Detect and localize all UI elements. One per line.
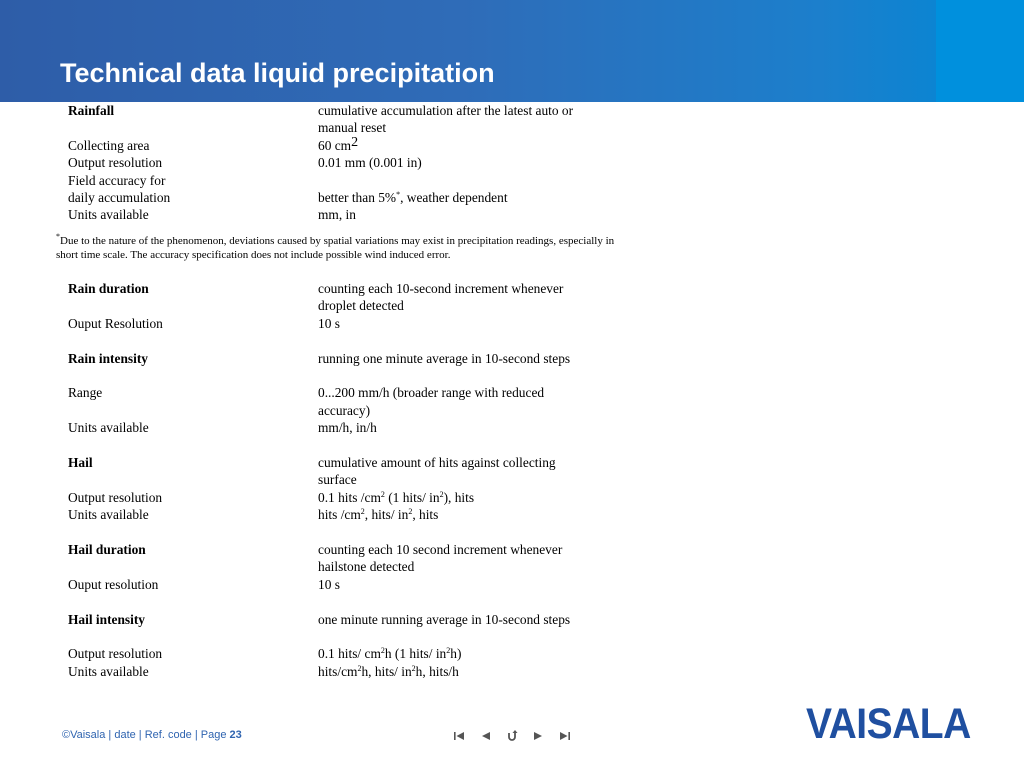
- hail-units-label: Units available: [68, 507, 149, 523]
- hail-units-a: hits /cm: [318, 507, 361, 523]
- rainfall-units-value: mm, in: [318, 207, 356, 223]
- rain-duration-desc-line1: counting each 10-second increment whenever: [318, 281, 564, 297]
- hail-heading: Hail: [68, 455, 93, 471]
- rain-intensity-units-row: [68, 419, 628, 436]
- rainfall-units-label: Units available: [68, 207, 149, 223]
- hail-duration-description: [318, 541, 618, 576]
- hail-duration-resolution-row: [68, 576, 628, 593]
- rain-intensity-heading: Rain intensity: [68, 350, 148, 366]
- hail-int-units-c: h, hits/h: [415, 663, 459, 679]
- collecting-area-row: [68, 134, 628, 154]
- spacer: [68, 367, 628, 384]
- spacer: [68, 593, 628, 610]
- hail-res-exp2: 2: [439, 489, 444, 499]
- hail-duration-heading: Hail duration: [68, 542, 146, 558]
- hail-int-res-b: h (1 hits/ in: [384, 646, 447, 662]
- rain-duration-desc-line2: droplet detected: [318, 298, 404, 314]
- field-accuracy-value-b: , weather dependent: [400, 190, 508, 206]
- hail-units-b: , hits/ in: [364, 507, 409, 523]
- hail-intensity-units-row: [68, 663, 628, 680]
- footer-text: ©Vaisala | date | Ref. code | Page: [62, 729, 230, 741]
- spacer: [68, 332, 628, 349]
- field-accuracy-value: [318, 172, 618, 207]
- return-icon[interactable]: [501, 727, 523, 745]
- hail-resolution-label: Output resolution: [68, 489, 163, 505]
- hail-intensity-row: [68, 611, 628, 628]
- hail-units-c: , hits: [412, 507, 439, 523]
- vaisala-logo: [800, 700, 971, 749]
- rain-duration-description: [318, 280, 618, 315]
- spacer: [68, 437, 628, 454]
- footnote: [56, 231, 616, 263]
- rain-intensity-units-label: Units available: [68, 420, 149, 436]
- rainfall-desc-line1: cumulative accumulation after the latest auto or: [318, 103, 574, 118]
- hail-units-exp1: 2: [360, 507, 365, 517]
- spacer: [68, 524, 628, 541]
- hail-int-res-exp1: 2: [380, 646, 385, 656]
- hail-int-res-exp2: 2: [446, 646, 451, 656]
- footnote-marker: *: [396, 190, 401, 200]
- rainfall-heading: Rainfall: [68, 103, 115, 118]
- hail-int-units-b: h, hits/ in: [361, 663, 412, 679]
- range-value: [318, 384, 618, 419]
- collecting-area-value: [318, 134, 618, 154]
- hail-units-value: [318, 506, 618, 523]
- rain-intensity-units-value: mm/h, in/h: [318, 420, 377, 436]
- header-stripe: [936, 0, 1024, 102]
- collecting-area-label: Collecting area: [68, 137, 150, 153]
- rainfall-row: [68, 102, 628, 137]
- hail-res-c: ), hits: [443, 489, 475, 505]
- rain-duration-heading: Rain duration: [68, 281, 149, 297]
- hail-desc-line1: cumulative amount of hits against collecting: [318, 455, 556, 471]
- footer: [62, 729, 242, 741]
- range-row: [68, 384, 628, 419]
- output-resolution-label: Output resolution: [68, 155, 163, 171]
- hail-duration-desc-line2: hailstone detected: [318, 559, 415, 575]
- range-label: Range: [68, 385, 103, 401]
- hail-res-a: 0.1 hits /cm: [318, 489, 381, 505]
- rainfall-desc-line2: manual reset: [318, 120, 387, 136]
- output-resolution-row: [68, 154, 628, 171]
- hail-intensity-description: one minute running average in 10-second steps: [318, 611, 571, 627]
- output-resolution-value: 0.01 mm (0.001 in): [318, 155, 422, 171]
- collecting-area-number: 60 cm: [318, 137, 352, 153]
- last-page-icon[interactable]: [554, 727, 576, 745]
- collecting-area-exponent: 2: [351, 134, 359, 150]
- rain-duration-resolution-row: [68, 315, 628, 332]
- hail-intensity-resolution-value: [318, 645, 618, 662]
- rainfall-units-row: [68, 206, 628, 223]
- hail-int-units-a: hits/cm: [318, 663, 358, 679]
- rain-duration-row: [68, 280, 628, 315]
- hail-intensity-resolution-row: [68, 645, 628, 662]
- hail-row: [68, 454, 628, 489]
- page-number: 23: [229, 729, 242, 741]
- footnote-mark: *: [56, 231, 60, 241]
- rain-intensity-description: running one minute average in 10-second steps: [318, 350, 571, 366]
- hail-res-exp1: 2: [380, 489, 385, 499]
- hail-duration-row: [68, 541, 628, 576]
- page-title: Technical data liquid precipitation: [60, 58, 495, 88]
- hail-intensity-units-value: [318, 663, 618, 680]
- hail-duration-resolution-value: 10 s: [318, 576, 340, 592]
- hail-int-res-c: h): [450, 646, 462, 662]
- rain-duration-resolution-label: Ouput Resolution: [68, 315, 163, 331]
- previous-page-icon[interactable]: [475, 727, 497, 745]
- field-accuracy-label-line2: daily accumulation: [68, 190, 171, 206]
- hail-resolution-row: [68, 489, 628, 506]
- hail-intensity-resolution-label: Output resolution: [68, 646, 163, 662]
- hail-duration-resolution-label: Ouput resolution: [68, 576, 159, 592]
- field-accuracy-label: [68, 172, 318, 207]
- rain-intensity-row: [68, 350, 628, 367]
- footnote-text: Due to the nature of the phenomenon, deviations caused by spatial variations may exist in precipitation readings, especially in short time scale. The accuracy specification does not include possible wind induced error.: [56, 234, 615, 262]
- rainfall-description: [318, 102, 618, 137]
- hail-duration-desc-line1: counting each 10 second increment whenever: [318, 542, 563, 558]
- hail-int-res-a: 0.1 hits/ cm: [318, 646, 381, 662]
- spacer: [68, 628, 628, 645]
- hail-int-units-exp1: 2: [357, 663, 362, 673]
- next-page-icon[interactable]: [527, 727, 549, 745]
- hail-intensity-units-label: Units available: [68, 663, 149, 679]
- hail-res-b: (1 hits/ in: [384, 489, 440, 505]
- field-accuracy-row: [68, 172, 628, 207]
- range-value-line2: accuracy): [318, 402, 371, 418]
- hail-int-units-exp2: 2: [411, 663, 416, 673]
- field-accuracy-value-a: better than 5%: [318, 190, 397, 206]
- field-accuracy-label-line1: Field accuracy for: [68, 172, 166, 188]
- spec-table: [56, 102, 628, 680]
- hail-description: [318, 454, 618, 489]
- vaisala-logo-text: VAISALA: [806, 700, 971, 749]
- hail-intensity-heading: Hail intensity: [68, 611, 146, 627]
- first-page-icon[interactable]: [448, 727, 470, 745]
- hail-units-row: [68, 506, 628, 523]
- hail-units-exp2: 2: [408, 507, 413, 517]
- hail-desc-line2: surface: [318, 472, 357, 488]
- range-value-line1: 0...200 mm/h (broader range with reduced: [318, 385, 545, 401]
- hail-resolution-value: [318, 489, 618, 506]
- rain-duration-resolution-value: 10 s: [318, 315, 340, 331]
